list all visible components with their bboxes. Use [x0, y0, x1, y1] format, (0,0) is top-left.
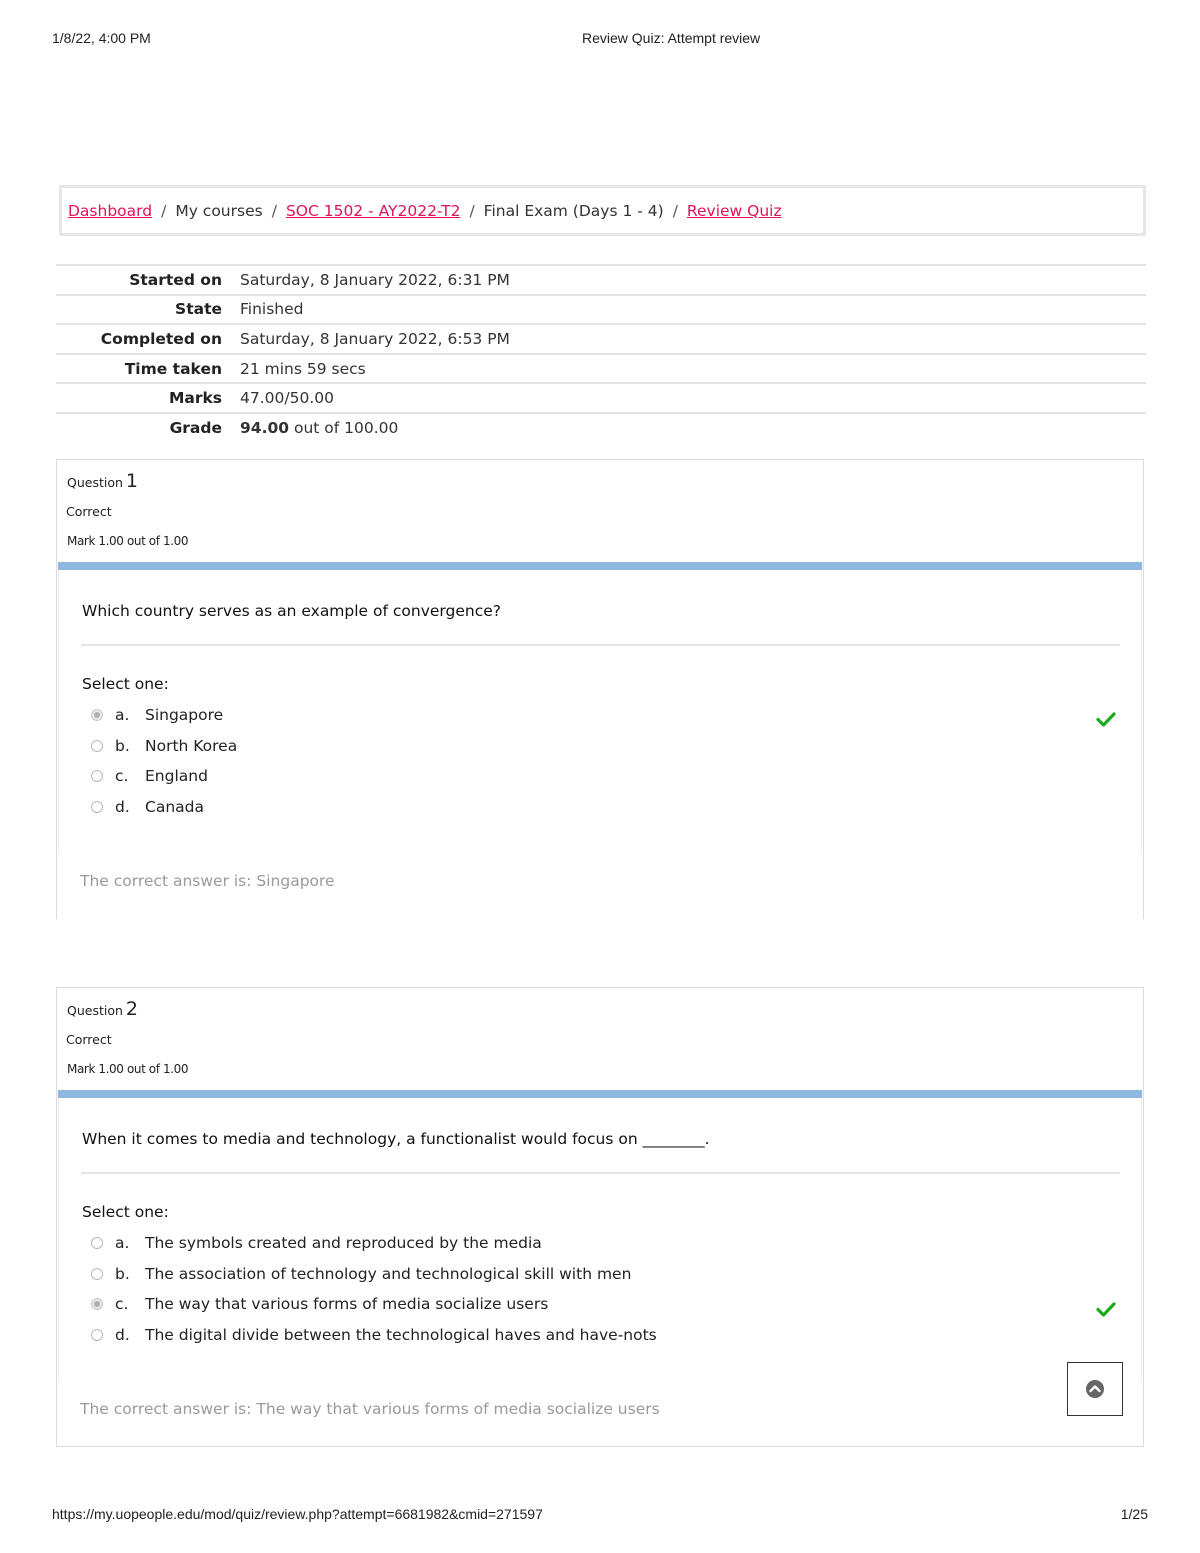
answer-text: Canada [145, 798, 204, 817]
answer-text: North Korea [145, 736, 238, 755]
question-number-value: 1 [125, 470, 139, 492]
summary-row-state [56, 295, 1146, 325]
divider [81, 1172, 1120, 1174]
answer-option-b[interactable] [87, 1263, 1141, 1294]
radio-button[interactable] [91, 770, 103, 782]
check-icon [1095, 1298, 1117, 1320]
print-page-number: 1/25 [1120, 1506, 1148, 1522]
question-number [67, 998, 138, 1020]
print-title: Review Quiz: Attempt review [582, 30, 761, 46]
radio-button-selected[interactable] [91, 1298, 103, 1310]
grade-suffix: out of 100.00 [293, 419, 399, 438]
breadcrumb-my-courses: My courses [175, 201, 263, 220]
question-header-bar [58, 562, 1142, 570]
radio-button[interactable] [91, 1237, 103, 1249]
summary-value: Finished [240, 300, 304, 319]
radio-button[interactable] [91, 1329, 103, 1341]
chevron-up-circle-icon [1085, 1379, 1105, 1399]
question-state: Correct [66, 1032, 112, 1047]
summary-label: Marks [168, 389, 222, 408]
question-content [58, 1098, 1142, 1382]
grade-value: 94.00 [240, 419, 290, 438]
print-datetime: 1/8/22, 4:00 PM [52, 30, 151, 46]
print-footer [52, 1506, 1148, 1526]
correct-answer-feedback: The correct answer is: Singapore [80, 872, 335, 890]
summary-label: State [175, 300, 222, 319]
answer-letter: a. [115, 706, 130, 724]
answer-option-d[interactable] [87, 796, 1141, 827]
summary-value: 47.00/50.00 [240, 389, 334, 408]
answer-text: The symbols created and reproduced by the media [145, 1234, 542, 1252]
divider [81, 644, 1120, 646]
answer-text: England [145, 767, 208, 786]
answer-letter: a. [115, 1234, 130, 1252]
breadcrumb-quiz-link[interactable]: Review Quiz [686, 201, 782, 220]
question-state: Correct [66, 504, 112, 519]
radio-button[interactable] [91, 740, 103, 752]
radio-button[interactable] [91, 1268, 103, 1280]
answer-options [87, 704, 1141, 827]
breadcrumb [59, 185, 1146, 236]
answer-text: The association of technology and technological skill with men [145, 1264, 632, 1283]
answer-letter: d. [115, 798, 130, 817]
scroll-to-top-button[interactable] [1067, 1362, 1123, 1416]
summary-value [240, 413, 1146, 443]
question-label: Question [67, 475, 123, 490]
summary-row-marks [56, 383, 1146, 413]
question-text: When it comes to media and technology, a functionalist would focus on ________. [82, 1130, 710, 1148]
answer-option-b[interactable] [87, 735, 1141, 766]
summary-row-completed [56, 324, 1146, 354]
breadcrumb-dashboard-link[interactable]: Dashboard [68, 201, 153, 220]
answer-text: Singapore [145, 706, 224, 724]
breadcrumb-separator: / [469, 201, 475, 220]
select-prompt: Select one: [82, 675, 169, 693]
breadcrumb-course-link[interactable]: SOC 1502 - AY2022-T2 [285, 201, 461, 220]
question-text: Which country serves as an example of convergence? [82, 602, 502, 620]
answer-options [87, 1232, 1141, 1355]
print-header [52, 30, 1148, 50]
breadcrumb-separator: / [271, 201, 277, 220]
summary-row-started [56, 265, 1146, 295]
breadcrumb-section: Final Exam (Days 1 - 4) [483, 201, 664, 220]
answer-letter: d. [115, 1326, 130, 1345]
radio-button[interactable] [91, 801, 103, 813]
summary-label: Completed on [100, 329, 222, 348]
summary-label: Time taken [124, 359, 222, 378]
summary-label: Started on [129, 270, 222, 289]
answer-option-a[interactable] [87, 1232, 1141, 1263]
answer-letter: c. [115, 1295, 129, 1314]
question-block [56, 987, 1144, 1447]
radio-button-selected[interactable] [91, 709, 103, 721]
question-info [57, 460, 1143, 564]
select-prompt: Select one: [82, 1203, 169, 1221]
summary-row-time-taken [56, 354, 1146, 384]
answer-option-c[interactable] [87, 765, 1141, 796]
question-number [67, 470, 138, 492]
answer-option-a[interactable] [87, 704, 1141, 735]
summary-value: Saturday, 8 January 2022, 6:31 PM [240, 270, 510, 289]
question-mark: Mark 1.00 out of 1.00 [67, 534, 189, 548]
answer-option-c[interactable] [87, 1293, 1141, 1324]
summary-row-grade [56, 413, 1146, 443]
question-number-value: 2 [125, 998, 139, 1020]
question-mark: Mark 1.00 out of 1.00 [67, 1062, 189, 1076]
question-label: Question [67, 1003, 123, 1018]
question-info [57, 988, 1143, 1092]
summary-value: Saturday, 8 January 2022, 6:53 PM [240, 329, 510, 348]
question-block [56, 459, 1144, 919]
question-content [58, 570, 1142, 854]
attempt-summary-table [56, 264, 1146, 443]
answer-letter: b. [115, 1264, 130, 1283]
answer-letter: c. [115, 767, 129, 786]
answer-text: The way that various forms of media socialize users [145, 1295, 549, 1314]
correct-answer-feedback: The correct answer is: The way that various forms of media socialize users [80, 1400, 660, 1418]
question-header-bar [58, 1090, 1142, 1098]
check-icon [1095, 708, 1117, 730]
summary-label: Grade [169, 419, 222, 438]
answer-text: The digital divide between the technological haves and have-nots [145, 1326, 657, 1345]
breadcrumb-separator: / [161, 201, 167, 220]
print-url: https://my.uopeople.edu/mod/quiz/review.php?attempt=6681982&cmid=271597 [52, 1506, 543, 1522]
answer-letter: b. [115, 736, 130, 755]
breadcrumb-separator: / [672, 201, 678, 220]
answer-option-d[interactable] [87, 1324, 1141, 1355]
summary-value: 21 mins 59 secs [240, 359, 366, 378]
